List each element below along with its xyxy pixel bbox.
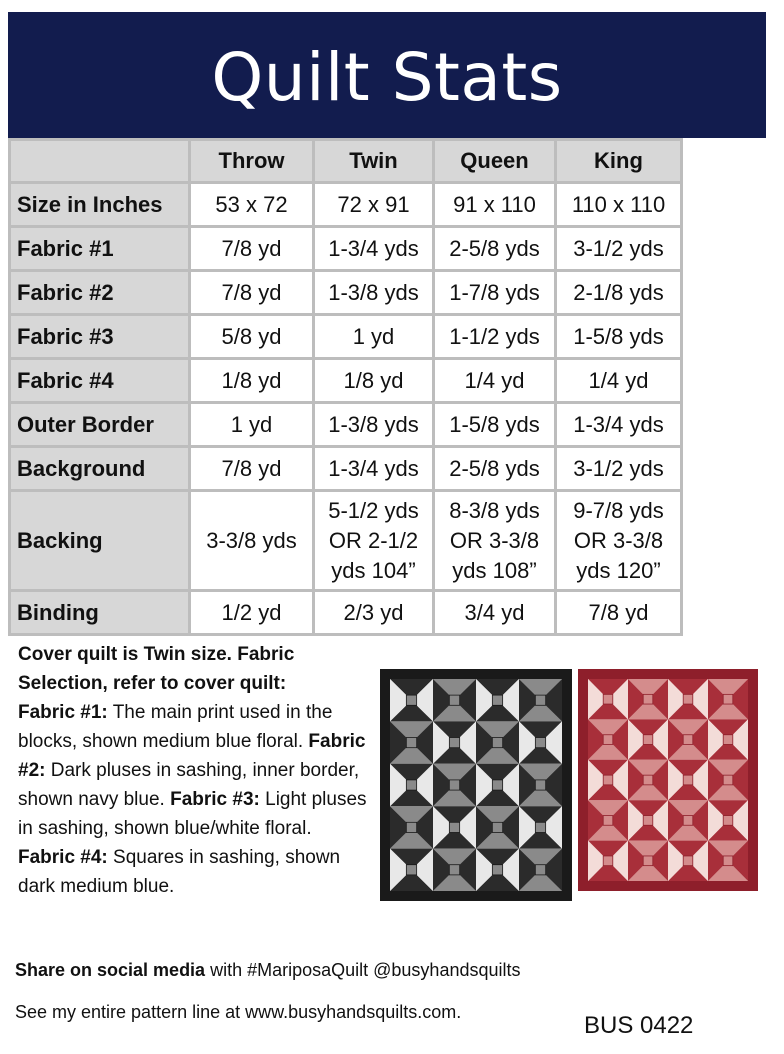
fabric3-text: Light pluses in sashing, shown blue/white floral. xyxy=(18,789,367,839)
table-cell: 1 yd xyxy=(314,315,434,359)
row-label: Binding xyxy=(10,591,190,635)
table-cell: 1/4 yd xyxy=(556,359,682,403)
table-cell: 1-1/2 yds xyxy=(434,315,556,359)
table-cell: 5/8 yd xyxy=(190,315,314,359)
header-cell-empty xyxy=(10,140,190,183)
table-cell: 7/8 yd xyxy=(556,591,682,635)
table-row xyxy=(10,447,682,491)
table-cell: 2-1/8 yds xyxy=(556,271,682,315)
table-cell: 53 x 72 xyxy=(190,183,314,227)
table-cell: 72 x 91 xyxy=(314,183,434,227)
social-media-line xyxy=(15,960,521,981)
table-cell: 1-5/8 yds xyxy=(556,315,682,359)
table-cell: 1/4 yd xyxy=(434,359,556,403)
fabric4-text: Squares in sashing, shown dark medium blue. xyxy=(18,847,341,897)
fabric2-text: Dark pluses in sashing, inner border, shown navy blue. xyxy=(18,760,360,810)
table-cell: 2/3 yd xyxy=(314,591,434,635)
table-row xyxy=(10,271,682,315)
title-banner xyxy=(8,12,766,138)
table-row xyxy=(10,183,682,227)
table-cell: 8-3/8 yds OR 3-3/8 yds 108” xyxy=(434,491,556,591)
fabric4-label: Fabric #4: xyxy=(18,847,108,868)
header-cell-king: King xyxy=(556,140,682,183)
table-cell: 5-1/2 yds OR 2-1/2 yds 104” xyxy=(314,491,434,591)
row-label: Size in Inches xyxy=(10,183,190,227)
table-cell: 7/8 yd xyxy=(190,227,314,271)
row-label: Background xyxy=(10,447,190,491)
table-cell: 1-3/8 yds xyxy=(314,271,434,315)
row-label: Outer Border xyxy=(10,403,190,447)
table-cell: 3/4 yd xyxy=(434,591,556,635)
table-row xyxy=(10,227,682,271)
table-cell: 1-5/8 yds xyxy=(434,403,556,447)
table-row xyxy=(10,591,682,635)
table-cell: 1-3/8 yds xyxy=(314,403,434,447)
table-cell: 3-3/8 yds xyxy=(190,491,314,591)
row-label: Backing xyxy=(10,491,190,591)
fabric1-label: Fabric #1: xyxy=(18,702,108,723)
quilt-black-graphic xyxy=(380,669,572,901)
quilt-image-red xyxy=(578,669,770,901)
table-header-row xyxy=(10,140,682,183)
row-label: Fabric #2 xyxy=(10,271,190,315)
table-cell: 1/8 yd xyxy=(190,359,314,403)
row-label: Fabric #4 xyxy=(10,359,190,403)
table-cell: 7/8 yd xyxy=(190,447,314,491)
header-cell-queen: Queen xyxy=(434,140,556,183)
page-title: Quilt Stats xyxy=(211,38,563,116)
table-cell: 3-1/2 yds xyxy=(556,447,682,491)
table-cell: 1 yd xyxy=(190,403,314,447)
table-cell: 2-5/8 yds xyxy=(434,447,556,491)
fabric1-text: The main print used in the blocks, shown medium blue floral. xyxy=(18,702,333,752)
table-cell: 1-3/4 yds xyxy=(314,227,434,271)
table-cell: 110 x 110 xyxy=(556,183,682,227)
header-cell-twin: Twin xyxy=(314,140,434,183)
table-cell: 1-7/8 yds xyxy=(434,271,556,315)
quilt-stats-table xyxy=(8,138,683,636)
table-row xyxy=(10,359,682,403)
table-cell: 1/2 yd xyxy=(190,591,314,635)
fabric2-label: Fabric #2: xyxy=(18,731,366,781)
quilt-image-black xyxy=(380,669,572,901)
fabric3-label: Fabric #3: xyxy=(170,789,260,810)
table-cell: 1-3/4 yds xyxy=(314,447,434,491)
website-line: See my entire pattern line at www.busyhandsquilts.com. xyxy=(15,1002,462,1022)
social-label: Share on social media xyxy=(15,960,206,980)
pattern-code: BUS 0422 xyxy=(584,1012,694,1039)
header-cell-throw: Throw xyxy=(190,140,314,183)
table-cell: 2-5/8 yds xyxy=(434,227,556,271)
row-label: Fabric #1 xyxy=(10,227,190,271)
table-cell: 91 x 110 xyxy=(434,183,556,227)
row-label: Fabric #3 xyxy=(10,315,190,359)
table-cell: 3-1/2 yds xyxy=(556,227,682,271)
table-cell: 1/8 yd xyxy=(314,359,434,403)
table-cell: 1-3/4 yds xyxy=(556,403,682,447)
desc-intro: Cover quilt is Twin size. Fabric Selection, refer to cover quilt: xyxy=(18,644,295,694)
social-handles: with #MariposaQuilt @busyhandsquilts xyxy=(205,960,521,980)
table-row xyxy=(10,403,682,447)
quilt-red-graphic xyxy=(578,669,758,891)
table-row xyxy=(10,315,682,359)
table-cell: 7/8 yd xyxy=(190,271,314,315)
fabric-description xyxy=(18,640,370,901)
table-row xyxy=(10,491,682,591)
table-cell: 9-7/8 yds OR 3-3/8 yds 120” xyxy=(556,491,682,591)
